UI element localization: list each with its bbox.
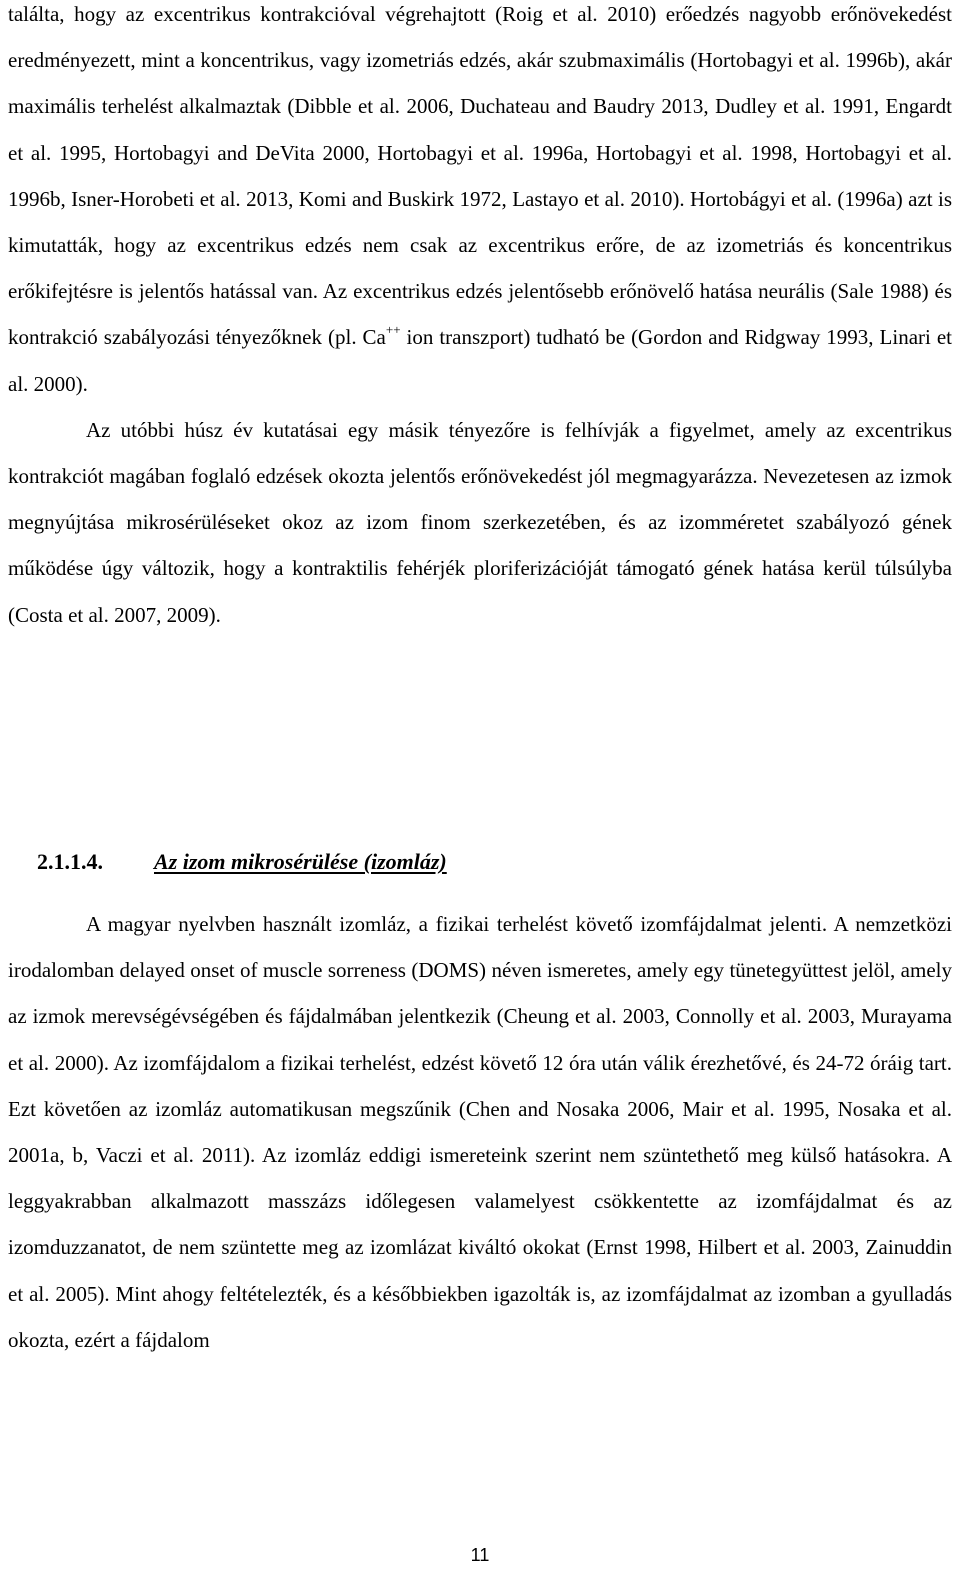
document-page [8, 0, 952, 638]
section-title: Az izom mikrosérülése (izomláz) [154, 849, 447, 874]
page-number: 11 [470, 1545, 490, 1565]
body-paragraph-1 [8, 0, 952, 407]
section-number: 2.1.1.4. [37, 849, 103, 874]
body-paragraph-3: A magyar nyelvben használt izomláz, a fizikai terhelést követő izomfájdalmat jelenti. A nemzetközi irodalomban delayed onset of muscle sorreness (DOMS) néven ismeretes, amely egy tünetegyüttest jelöl, amely az izmok merevségévségében és fájdalmában jelentkezik (Cheung et al. 2003, Connolly et al. 2003, Murayama et al. 2000). Az izomfájdalom a fizikai terhelést, edzést követő 12 óra után válik érezhetővé, és 24-72 óráig tart. Ezt követően az izomláz automatikusan megszűnik (Chen and Nosaka 2006, Mair et al. 1995, Nosaka et al. 2001a, b, Vaczi et al. 2011). Az izomláz eddigi ismereteink szerint nem szüntethető meg külső hatásokra. A leggyakrabban alkalmazott masszázs időlegesen valamelyest csökkentette az izomfájdalmat és az izomduzzanatot, de nem szüntette meg az izomlázat kiváltó okokat (Ernst 1998, Hilbert et al. 2003, Zainuddin et al. 2005). Mint ahogy feltételezték, és a későbbiekben igazolták is, az izomfájdalmat az izomban a gyulladás okozta, ezért a fájdalom [8, 912, 952, 1352]
calcium-charge-superscript: ++ [385, 322, 401, 338]
section-body [8, 901, 952, 1363]
paragraph-1-text: találta, hogy az excentrikus kontrakcióval végrehajtott (Roig et al. 2010) erőedzés nagyobb erőnövekedést eredményezett, mint a koncentrikus, vagy izometriás edzés, akár szubmaximális (Hortobagyi et al. 1996b), akár maximális terhelést alkalmaztak (Dibble et al. 2006, Duchateau and Baudry 2013, Dudley et al. 1991, Engardt et al. 1995, Hortobagyi and DeVita 2000, Hortobagyi et al. 1996a, Hortobagyi et al. 1998, Hortobagyi et al. 1996b, Isner-Horobeti et al. 2013, Komi and Buskirk 1972, Lastayo et al. 2010). Hortobágyi et al. (1996a) azt is kimutatták, hogy az excentrikus edzés nem csak az excentrikus erőre, de az izometriás és koncentrikus erőkifejtésre is jelentős hatással van. Az excentrikus edzés jelentősebb erőnövelő hatása neurális (Sale 1988) és kontrakció szabályozási tényezőknek (pl. Ca [8, 2, 952, 350]
paragraph-1-text-end: ion transzport) tudható be (Gordon and Ridgway 1993, Linari et al. 2000). [8, 325, 952, 396]
body-paragraph-2: Az utóbbi húsz év kutatásai egy másik tényezőre is felhívják a figyelmet, amely az excentrikus kontrakciót magában foglaló edzések okozta jelentős erőnövekedést jól megmagyarázza. Nevezetesen az izmok megnyújtása mikrosérüléseket okoz az izom finom szerkezetében, és az izomméretet szabályozó gének működése úgy változik, hogy a kontraktilis fehérjék ploriferizációját támogató gének hatása kerül túlsúlyba (Costa et al. 2007, 2009). [8, 417, 952, 627]
section-heading [37, 847, 447, 877]
